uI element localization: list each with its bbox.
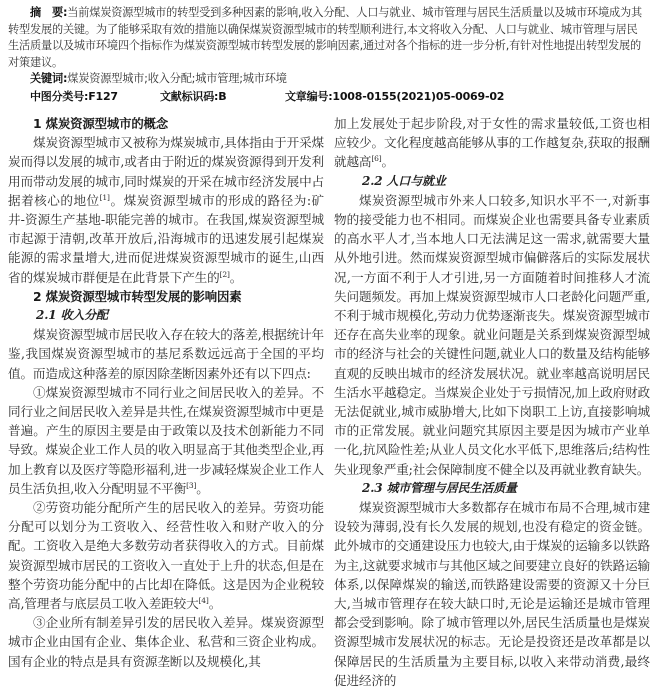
paragraph-text: 。 xyxy=(196,480,209,496)
paragraph-text: 。 xyxy=(229,269,243,285)
subsection-2-3-paragraph: 煤炭资源型城市大多数都存在城市布局不合理,城市建设较为薄弱,没有长久发展的规划,也没有稳定的资金链。此外城市的交通建设压力也较大,由于煤炭的运输多以铁路为主,这就要求城市与其他区域之间要建立良好的铁路运输体系,以保障煤炭的输送,而铁路建设需要的资源又十分巨大,当城市管理存在较大缺口时,无论是运输还是城市管理都会受到影响。除了城市管理以外,居民生活质量也是煤炭资源型城市发展状况的标志。无论是投资还是改革都是以保障居民的生活质量为主要目标,以收入来带动消费,最终促进经济的 xyxy=(334,500,650,688)
keywords-text: 煤炭资源型城市;收入分配;城市管理;城市环境 xyxy=(67,72,287,85)
citation-2: [2] xyxy=(219,269,230,279)
paragraph-text: ①煤炭资源型城市不同行业之间居民收入的差异。不同行业之间居民收入差异是共性,在煤炭资源型城市中更是普遍。产生的原因主要是由于政策以及技术创新能力不同导致。煤炭企业工作人员的收入明显高于其他类型企业,再加上教育以及医疗等隐形福利,进一步减轻煤炭企业工作人员生活负担,收入分配明显不平衡 xyxy=(8,384,324,496)
keywords-label: 关键词: xyxy=(30,72,68,85)
article-number: 文章编号:1008-0155(2021)05-0069-02 xyxy=(285,89,505,103)
paragraph-text: 。 xyxy=(208,596,222,612)
section-1-paragraph xyxy=(8,133,324,287)
subsection-2-1-item-2 xyxy=(8,498,324,613)
abstract-text: 当前煤炭资源型城市的转型受到多种因素的影响,收入分配、人口与就业、城市管理与居民生活质量以及城市环境成为其转型发展的关键。为了能够采取有效的措施以确保煤炭资源型城市的转型顺利进行,本文将收入分配、人口与就业、城市管理与居民生活质量以及城市环境四个指标作为煤炭资源型城市转型发展的影响因素,通过对各个指标的进一步分析,有针对性地提出转型发展的对策建议。 xyxy=(8,6,642,69)
article-meta xyxy=(30,88,648,105)
abstract xyxy=(8,5,648,71)
clc-number: 中图分类号:F127 xyxy=(30,89,118,103)
subsection-2-2-paragraph: 煤炭资源型城市外来人口较多,知识水平不一,对新事物的接受能力也不相同。而煤炭企业也需要具备专业素质的高水平人才,当本地人口无法满足这一需求,就需要大量从外地引进。然而煤炭资源型城市偏僻落后的实际发展状况,一方面不利于人才引进,另一方面随着时间推移人才流失问题频发。再加上煤炭资源型城市人口老龄化问题严重,不利于城市规模化,劳动力优势逐渐丧失。煤炭资源型城市还存在高失业率的现象。就业问题是关系到煤炭资源型城市的经济与社会的关键性问题,就业人口的数量及结构能够直观的反映出城市的经济发展状况。就业率越高说明居民生活水平越稳定。当煤炭企业处于亏损情况,加上政府财政无法促就业,城市威胁增大,比如下岗职工上访,直接影响城市的正常发展。就业问题究其原因主要是因为城市产业单一化,抗风险性差;从业人员文化水平低下,思维落后;结构性失业现象严重;社会保障制度不健全以及再就业教育缺失。 xyxy=(334,192,650,477)
paragraph-text: 。煤炭资源型城市的形成的路径为:矿井-资源生产基地-职能完善的城市。在我国,煤炭资源型城市起源于清朝,改革开放后,沿海城市的迅速发展引起煤炭能源的需求量增大,进而促进煤炭资源型城市的诞生,山西省的煤炭城市群便是在此背景下产生的 xyxy=(8,192,325,285)
paragraph-text: 加上发展处于起步阶段,对于女性的需求量较低,工资也相应较少。文化程度越高能够从事的工作越复杂,获取的报酬就越高 xyxy=(334,116,650,170)
citation-3: [3] xyxy=(186,480,197,490)
citation-4: [4] xyxy=(198,596,209,606)
subsection-2-3-heading: 2.3 城市管理与居民生活质量 xyxy=(362,480,517,495)
document-code: 文献标识码:B xyxy=(160,89,227,103)
subsection-2-1-intro: 煤炭资源型城市居民收入存在较大的落差,根据统计年鉴,我国煤炭资源型城市的基尼系数远远高于全国的平均值。而造成这种落差的原因除垄断因素外还有以下四点: xyxy=(8,327,324,381)
paragraph-text: 煤炭资源型城市又被称为煤炭城市,具体指由于开采煤炭而得以发展的城市,或者由于附近的煤炭资源得到开发利用而带动发展的城市,同时煤炭的开采在城市经济发展中占据着核心的地位 xyxy=(8,135,324,208)
continued-paragraph xyxy=(334,114,650,172)
abstract-block xyxy=(8,5,648,105)
abstract-label: 摘 要: xyxy=(30,6,68,19)
paragraph-text: 。 xyxy=(381,154,394,170)
subsection-2-1-item-1 xyxy=(8,383,324,498)
keywords xyxy=(8,71,648,88)
citation-1: [1] xyxy=(99,192,110,202)
citation-6: [6] xyxy=(371,154,382,164)
section-2-heading: 2 煤炭资源型城市转型发展的影响因素 xyxy=(33,288,242,304)
subsection-2-2-heading: 2.2 人口与就业 xyxy=(362,173,446,188)
left-column xyxy=(8,114,324,671)
right-column xyxy=(334,114,650,690)
subsection-2-1-item-3: ③企业所有制差异引发的居民收入差异。煤炭资源型城市企业由国有企业、集体企业、私营和三资企业构成。国有企业的特点是具有资源垄断以及规模化,其 xyxy=(8,615,324,669)
subsection-2-1-heading: 2.1 收入分配 xyxy=(36,308,108,323)
section-1-heading: 1 煤炭资源型城市的概念 xyxy=(33,116,169,131)
paragraph-text: ②劳资功能分配所产生的居民收入的差异。劳资功能分配可以划分为工资收入、经营性收入和财产收入的分配。工资收入是绝大多数劳动者获得收入的方式。目前煤炭资源型城市居民的工资收入一直处于上升的状态,但是在整个劳资功能分配中的占比却在降低。这是因为企业税较高,管理者与底层员工收入差距较大 xyxy=(8,500,324,612)
